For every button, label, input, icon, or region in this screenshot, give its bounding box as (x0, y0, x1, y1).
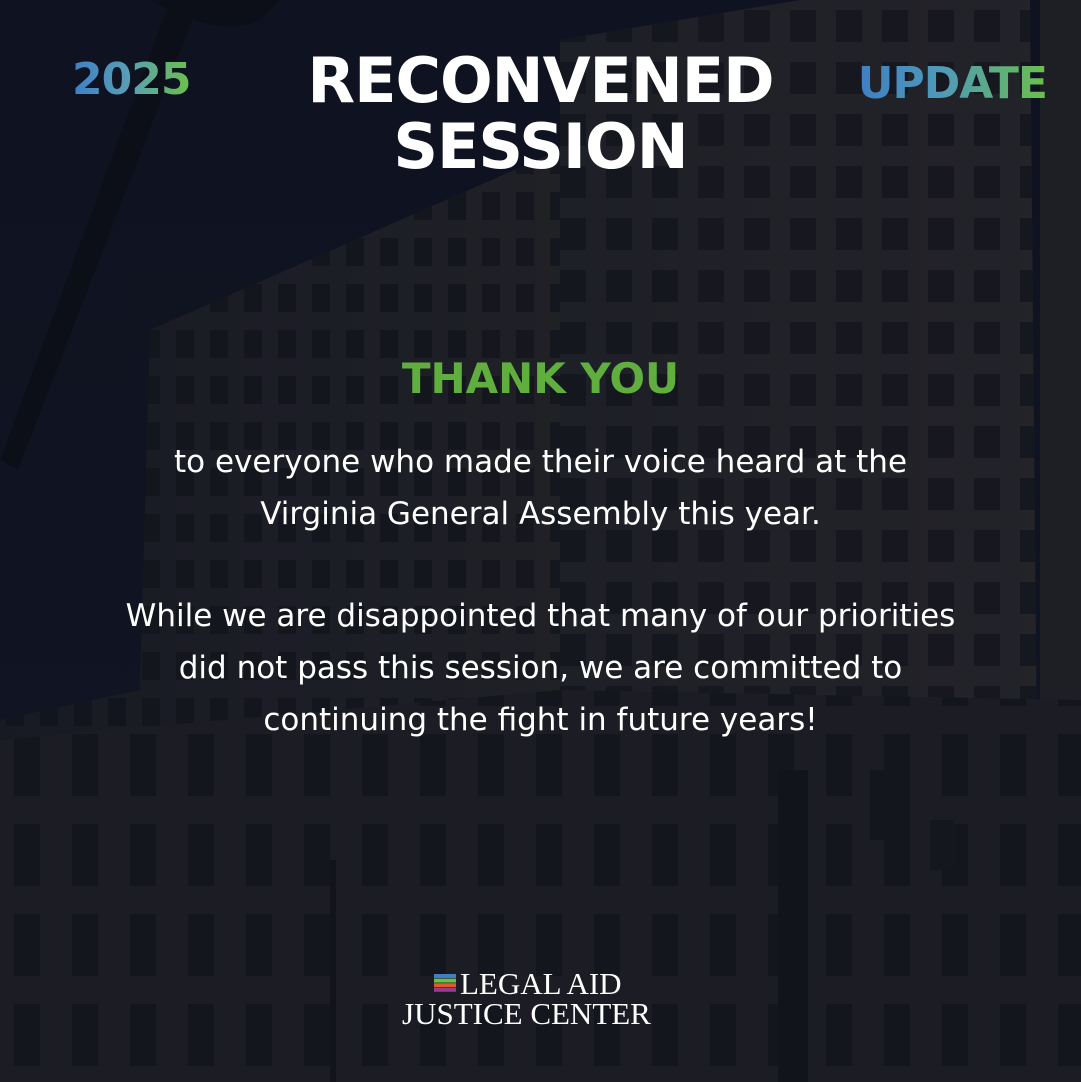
logo-text-line-1: LEGAL AID (460, 966, 622, 1001)
paragraph-2-line-2: did not pass this session, we are committed to (178, 650, 903, 686)
update-tag: UPDATE (857, 58, 1047, 109)
logo-text-line-2: JUSTICE CENTER (402, 996, 651, 1031)
paragraph-2-line-1: While we are disappointed that many of our priorities (125, 598, 956, 634)
title-line-2: SESSION (393, 110, 688, 183)
paragraph-2-line-3: continuing the fight in future years! (263, 702, 818, 738)
paragraph-1-line-2: Virginia General Assembly this year. (260, 496, 821, 532)
title-line-1: RECONVENED (307, 44, 774, 117)
message-paragraph-1 (60, 436, 1021, 540)
logo-stripes-icon (434, 974, 456, 992)
year-label: 2025 (72, 54, 191, 105)
paragraph-1-line-1: to everyone who made their voice heard at the (173, 444, 908, 480)
message-paragraph-2 (60, 590, 1021, 746)
legal-aid-justice-center-logo (398, 968, 688, 1032)
thank-you-heading: THANK YOU (401, 354, 680, 403)
